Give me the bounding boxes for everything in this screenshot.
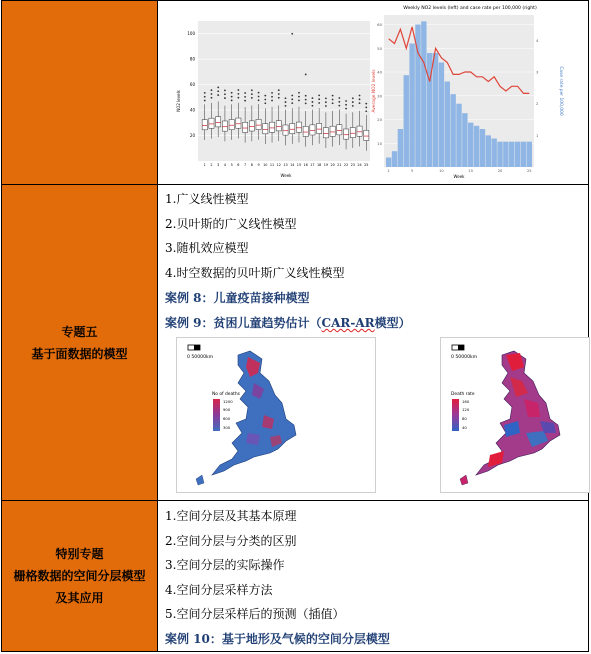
content-cell: [158, 501, 588, 651]
y-tick-label: 60: [189, 82, 195, 88]
legend-colorbar: [213, 399, 220, 431]
box-body: [296, 122, 301, 132]
x-tick-label: 21: [337, 163, 342, 167]
box-body: [303, 126, 308, 136]
outlier: [312, 105, 314, 107]
bar: [398, 129, 403, 167]
y-tick-label: 50: [377, 45, 382, 51]
outlier: [217, 87, 219, 89]
outlier: [237, 89, 239, 91]
y-tick-label: 20: [189, 133, 195, 139]
outlier: [305, 103, 307, 105]
x-tick-label: 14: [290, 163, 295, 167]
outlier: [278, 89, 280, 91]
outlier: [237, 97, 239, 99]
x-tick-label: 15: [296, 163, 302, 167]
outlier: [365, 107, 367, 109]
bar: [462, 113, 467, 167]
legend-tick: 80: [462, 416, 467, 421]
outlier: [359, 95, 361, 97]
death-rate-map: [440, 337, 590, 493]
x-tick-label: 8: [250, 163, 253, 167]
outlier: [251, 97, 253, 99]
outlier: [298, 92, 300, 94]
outlier: [298, 96, 300, 98]
bar: [486, 135, 491, 167]
case-9-prefix: 案例 9：贫困儿童趋势估计（: [165, 316, 322, 330]
outlier: [365, 103, 367, 105]
x-tick-label: 20: [330, 163, 335, 167]
bar: [445, 82, 450, 168]
bar: [450, 94, 455, 167]
list-item: 5.空间分层采样后的预测（插值）: [165, 607, 345, 621]
outlier: [224, 93, 226, 95]
x-tick-label: 24: [357, 163, 362, 167]
outlier: [278, 97, 280, 99]
content-cell: [158, 1, 588, 184]
legend-tick: 1200: [223, 399, 233, 404]
bar: [480, 129, 485, 167]
x-axis-label: Week: [453, 174, 465, 179]
outlier: [231, 100, 233, 102]
y-tick-label: 2: [536, 101, 539, 107]
outlier: [251, 89, 253, 91]
right-axis-label: Case rate per 100,000: [558, 66, 563, 116]
outlier: [318, 98, 320, 100]
outlier: [359, 98, 361, 100]
x-tick-label: 11: [269, 163, 275, 167]
y-tick-label: 1: [536, 132, 539, 138]
bar: [503, 142, 508, 167]
y-tick-label: 40: [189, 107, 195, 113]
chart-title: Weekly NO2 levels (left) and case rate per 100,000 (right): [403, 6, 537, 11]
outlier: [258, 92, 260, 94]
bar: [521, 142, 526, 167]
outlier: [258, 99, 260, 101]
outlier: [312, 101, 314, 103]
legend-tick: 160: [462, 399, 470, 404]
x-tick-label: 5: [410, 169, 414, 173]
bar: [433, 53, 438, 167]
outlier: [224, 90, 226, 92]
topic-cell: [2, 501, 158, 651]
x-tick-label: 23: [350, 163, 355, 167]
case-9-suffix: 模型）: [374, 316, 411, 330]
x-tick-label: 17: [310, 163, 315, 167]
outlier: [305, 95, 307, 97]
bar: [468, 123, 473, 167]
list-item: 3.随机效应模型: [165, 241, 249, 255]
bar: [456, 104, 461, 167]
y-axis-label: NO2 levels: [176, 90, 181, 112]
outlier: [244, 100, 246, 102]
outlier: [285, 97, 287, 99]
outlier: [332, 99, 334, 101]
x-tick-label: 7: [244, 163, 247, 167]
bar: [409, 44, 414, 168]
table-row: [2, 1, 588, 184]
outlier: [325, 101, 327, 103]
list-item: 2.贝叶斯的广义线性模型: [165, 217, 297, 231]
box-body: [243, 122, 248, 132]
outlier: [278, 93, 280, 95]
y-tick-label: 80: [189, 56, 195, 62]
x-tick-label: 10: [439, 169, 444, 173]
outlier: [352, 105, 354, 107]
outlier: [312, 97, 314, 99]
table-row: [2, 500, 588, 651]
bar: [527, 142, 532, 167]
y-tick-label: 10: [377, 140, 382, 146]
outlier: [264, 95, 266, 97]
topic-title: 栅格数据的空间分层模型: [13, 569, 146, 583]
x-tick-label: 1: [387, 169, 390, 173]
left-axis-label: Average NO2 levels: [372, 69, 377, 113]
outlier: [251, 93, 253, 95]
box-body: [310, 125, 315, 135]
bar: [474, 126, 479, 167]
case-8: 案例 8：儿童疫苗接种模型: [165, 291, 310, 305]
x-tick-label: 20: [497, 169, 503, 173]
legend-title: No of deaths: [212, 392, 240, 397]
bar: [421, 21, 426, 167]
y-tick-label: 3: [536, 69, 539, 75]
x-tick-label: 18: [316, 163, 322, 167]
scale-label: 0 50000km: [187, 355, 214, 360]
box-body: [249, 121, 254, 131]
x-tick-label: 10: [263, 163, 268, 167]
y-tick-label: 20: [377, 117, 382, 122]
y-tick-label: 100: [187, 31, 195, 37]
outlier: [244, 96, 246, 98]
outlier: [217, 94, 219, 96]
deaths-map: [176, 337, 376, 493]
outlier: [285, 101, 287, 103]
outlier: [204, 100, 206, 102]
outlier: [332, 102, 334, 104]
outlier: [271, 96, 273, 98]
box-body: [216, 117, 221, 127]
box-body: [283, 125, 288, 135]
box-body: [330, 126, 335, 136]
outlier: [325, 105, 327, 107]
box-body: [263, 124, 268, 134]
outlier: [271, 92, 273, 94]
outlier: [338, 97, 340, 99]
outlier: [345, 104, 347, 106]
bar: [509, 142, 514, 167]
legend-tick: 900: [223, 407, 231, 412]
outlier: [211, 97, 213, 99]
box-body: [269, 122, 274, 132]
bar: [392, 151, 397, 167]
box-body: [357, 126, 362, 136]
outlier: [305, 74, 307, 76]
list-item: 1.广义线性模型: [165, 192, 249, 206]
box-body: [290, 124, 295, 134]
box-body: [229, 120, 234, 130]
y-tick-label: 40: [377, 69, 382, 75]
table-row: [2, 184, 588, 500]
box-body: [343, 129, 348, 139]
outlier: [244, 92, 246, 94]
outlier: [291, 98, 293, 100]
topic-cell: [2, 185, 158, 500]
outlier: [345, 100, 347, 102]
box-body: [202, 120, 207, 130]
outlier: [271, 100, 273, 102]
case-10: 案例 10：基于地形及气候的空间分层模型: [165, 632, 390, 646]
outlier: [352, 97, 354, 99]
outlier: [291, 33, 293, 35]
outlier: [359, 102, 361, 104]
box-body: [209, 118, 214, 128]
bar: [404, 75, 409, 167]
outlier: [285, 105, 287, 107]
outlier: [305, 99, 307, 101]
box-body: [222, 121, 227, 131]
outlier: [217, 90, 219, 92]
legend-tick: 40: [462, 425, 467, 430]
outlier: [332, 95, 334, 97]
legend-tick: 120: [462, 407, 470, 412]
x-tick-label: 16: [303, 163, 308, 167]
topic-title: 基于面数据的模型: [31, 346, 128, 361]
outlier: [211, 93, 213, 95]
x-tick-label: 13: [283, 163, 288, 167]
box-body: [337, 125, 342, 135]
outlier: [237, 93, 239, 95]
outlier: [204, 96, 206, 98]
outlier: [231, 96, 233, 98]
course-table: [1, 0, 589, 652]
outlier: [291, 95, 293, 97]
x-tick-label: 1: [203, 163, 206, 167]
x-tick-label: 25: [527, 169, 532, 173]
outlier: [318, 94, 320, 96]
outlier: [338, 105, 340, 107]
outlier: [365, 110, 367, 112]
y-tick-label: 60: [377, 22, 382, 27]
outlier: [298, 100, 300, 102]
x-tick-label: 19: [323, 163, 329, 167]
list-item: 2.空间分层与分类的区别: [165, 534, 297, 548]
box-body: [317, 123, 322, 133]
x-tick-label: 4: [223, 163, 227, 167]
outlier: [231, 92, 233, 94]
list-item: 4.时空数据的贝叶斯广义线性模型: [165, 266, 345, 280]
x-tick-label: 2: [210, 163, 213, 167]
legend-tick: 300: [223, 425, 231, 430]
x-tick-label: 15: [468, 169, 474, 173]
x-tick-label: 3: [217, 163, 220, 167]
bar: [515, 142, 520, 167]
content-cell: [158, 185, 588, 500]
x-tick-label: 5: [230, 163, 233, 167]
x-tick-label: 9: [257, 163, 260, 167]
box-body: [236, 118, 241, 128]
x-tick-label: 6: [237, 163, 240, 167]
box-body: [350, 128, 355, 138]
x-axis-label: Week: [280, 173, 292, 178]
bar: [497, 142, 502, 167]
outlier: [264, 102, 266, 104]
case-9: [165, 316, 411, 330]
x-tick-label: 22: [343, 163, 349, 167]
bar: [491, 139, 496, 168]
x-tick-label: 25: [364, 163, 369, 167]
outlier: [318, 102, 320, 104]
outlier: [325, 97, 327, 99]
case-9-model: CAR-AR: [321, 316, 375, 330]
list-item: 4.空间分层采样方法: [165, 583, 273, 597]
outlier: [224, 97, 226, 99]
outlier: [204, 92, 206, 94]
outlier: [291, 102, 293, 104]
bar: [439, 63, 444, 168]
y-tick-label: 4: [536, 37, 539, 43]
outlier: [258, 96, 260, 98]
legend-title: Death rate: [451, 392, 475, 397]
topic-number: 专题五: [61, 324, 98, 339]
outlier: [211, 89, 213, 91]
legend-tick: 600: [223, 416, 231, 421]
bar: [386, 158, 391, 168]
list-item: 1.空间分层及其基本原理: [165, 509, 297, 523]
box-body: [276, 121, 281, 131]
box-body: [256, 119, 261, 129]
topic-cell: [2, 1, 158, 184]
box-body: [323, 128, 328, 138]
no2-boxplot: [168, 3, 378, 181]
legend-colorbar: [452, 399, 459, 431]
x-tick-label: 12: [276, 163, 281, 167]
y-tick-label: 30: [377, 93, 382, 99]
outlier: [338, 101, 340, 103]
outlier: [264, 99, 266, 101]
list-item: 3.空间分层的实际操作: [165, 558, 285, 572]
scale-label: 0 50000km: [451, 355, 478, 360]
outlier: [352, 101, 354, 103]
outlier: [345, 108, 347, 110]
no2-case-rate-chart: [370, 1, 575, 181]
topic-subtitle: 及其应用: [55, 591, 104, 605]
box-body: [364, 130, 369, 140]
topic-number: 特别专题: [55, 547, 104, 561]
